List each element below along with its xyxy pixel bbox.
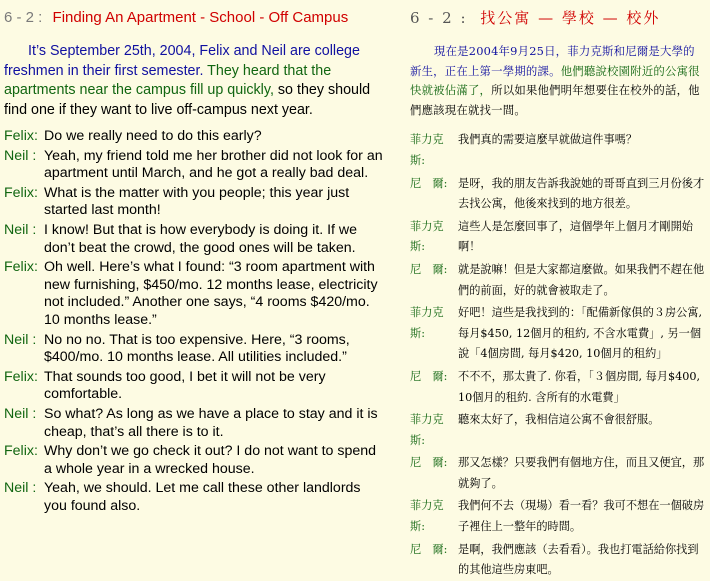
dialog-line xyxy=(410,453,706,494)
dialog-line xyxy=(410,496,706,537)
dialog-line xyxy=(410,260,706,301)
dialog-text: 是啊，我們應該（去看看）。我也打電話給你找到的其他這些房東吧。 xyxy=(458,542,699,577)
speaker-label: Felix: xyxy=(4,368,38,385)
chinese-dialog xyxy=(410,130,706,580)
speaker-label: 菲力克斯: xyxy=(410,499,444,534)
english-title-text: Finding An Apartment - School - Off Campus xyxy=(52,9,349,26)
dialog-text: Why don’t we go check it out? I do not want to spend a whole year in a wrecked house. xyxy=(44,443,377,477)
dialog-line xyxy=(4,406,387,441)
chinese-intro xyxy=(410,42,706,120)
dialog-line xyxy=(410,130,706,171)
dialog-line xyxy=(4,443,387,478)
dialog-line xyxy=(4,222,387,257)
chinese-title-text: 找公寓 — 學校 — 校外 xyxy=(480,9,661,27)
speaker-label: Neil : xyxy=(4,147,37,164)
chinese-title-number: 6 - 2 : xyxy=(410,9,468,27)
speaker-label: 尼 爾: xyxy=(410,542,448,556)
dialog-text: Oh well. Here’s what I found: “3 room apartment with new furnishing, $450/mo. 12 months lease, electricity not included.” Another one says, “4 rooms $420/mo. 10 months lease.” xyxy=(44,259,378,328)
dialog-text: Do we really need to do this early? xyxy=(44,128,262,144)
dialog-line xyxy=(410,303,706,365)
dialog-line xyxy=(4,369,387,404)
chinese-intro-part-2: 他們聽說校園附近的公寓很快就被佔滿了， xyxy=(410,63,700,98)
dialog-text: 是呀，我的朋友告訴我說她的哥哥直到三月份後才去找公寓，他後來找到的地方很差。 xyxy=(458,176,705,211)
dialog-line xyxy=(4,128,387,146)
dialog-text: 這些人是怎麼回事了，這個學年上個月才剛開始啊！ xyxy=(458,219,693,254)
dialog-text: 聽來太好了，我相信這公寓不會很舒服。 xyxy=(458,413,660,427)
english-intro xyxy=(4,42,387,120)
dialog-text: 我們何不去（現場）看一看？我可不想在一個破房子裡住上一整年的時間。 xyxy=(458,499,705,534)
dialog-line xyxy=(4,480,387,515)
dialog-text: 好吧！這些是我找到的：「配備新傢俱的３房公寓, 每月$450, 12個月的租約, 不含水電費」, 另一個說「4個房間, 每月$420, 10個月的租約」 xyxy=(458,306,703,361)
chinese-intro-part-1: 現在是2004年9月25日，菲力克斯和尼爾是大學的新生，正在上第一學期的課。 xyxy=(410,44,695,78)
speaker-label: 尼 爾: xyxy=(410,262,448,276)
dialog-text: That sounds too good, I bet it will not be very comfortable. xyxy=(44,368,326,403)
speaker-label: Neil : xyxy=(4,221,37,238)
dialog-line xyxy=(410,410,706,451)
dialog-text: No no no. That is too expensive. Here, “3 rooms, $400/mo. 10 months lease. All utilities included.” xyxy=(44,331,350,366)
speaker-label: Neil : xyxy=(4,480,37,497)
chinese-title xyxy=(410,8,706,28)
dialog-text: I know! But that is how everybody is doing it. If we don’t beat the crowd, the good ones will be taken. xyxy=(44,221,358,256)
chinese-column xyxy=(400,0,710,577)
speaker-label: 尼 爾: xyxy=(410,369,448,383)
english-intro-part-2: They heard that the apartments near the campus fill up quickly, xyxy=(4,62,332,98)
dialog-text: Yeah, my friend told me her brother did not look for an apartment until March, and he got a really bad deal. xyxy=(44,147,383,182)
english-title xyxy=(4,8,387,28)
english-intro-part-3: so they should find one if they want to live off-campus next year. xyxy=(4,82,371,118)
speaker-label: 尼 爾: xyxy=(410,456,448,470)
english-title-number: 6 - 2 : xyxy=(4,9,43,26)
dialog-line xyxy=(410,367,706,408)
dialog-line xyxy=(4,148,387,183)
speaker-label: 菲力克斯: xyxy=(410,219,444,254)
speaker-label: Felix: xyxy=(4,184,38,201)
english-intro-part-1: It’s September 25th, 2004, Felix and Neil are college freshmen in their first semester. xyxy=(4,43,360,79)
speaker-label: Felix: xyxy=(4,443,38,460)
dialog-line xyxy=(410,174,706,215)
speaker-label: 菲力克斯: xyxy=(410,133,444,167)
speaker-label: Felix: xyxy=(4,259,38,276)
dialog-text: 就是說嘛！但是大家都這麼做。如果我們不趕在他們的前面，好的就會被取走了。 xyxy=(458,262,705,297)
speaker-label: Neil : xyxy=(4,405,37,422)
dialog-line xyxy=(410,217,706,258)
dialog-line xyxy=(4,185,387,220)
speaker-label: 菲力克斯: xyxy=(410,306,444,340)
dialog-text: What is the matter with you people; this year just started last month! xyxy=(44,184,350,219)
dialog-text: Yeah, we should. Let me call these other landlords you found also. xyxy=(44,480,361,514)
dialog-line xyxy=(4,259,387,329)
speaker-label: 菲力克斯: xyxy=(410,413,444,447)
speaker-label: Neil : xyxy=(4,331,37,348)
dialog-text: 我們真的需要這麼早就做這件事嗎？ xyxy=(458,133,638,147)
speaker-label: Felix: xyxy=(4,128,38,144)
dialog-text: So what? As long as we have a place to stay and it is cheap, that’s all there is to it. xyxy=(44,405,378,440)
dialog-line xyxy=(4,332,387,367)
speaker-label: 尼 爾: xyxy=(410,176,448,190)
english-dialog xyxy=(4,128,387,515)
dialog-text: 那又怎樣？只要我們有個地方住，而且又便宜，那就夠了。 xyxy=(458,456,705,490)
english-column xyxy=(0,0,393,514)
dialog-line xyxy=(410,540,706,581)
dialog-text: 不不不，那太貴了. 你看，「３個房間, 每月$400, 10個月的租約. 含所有的水電費」 xyxy=(458,369,701,404)
chinese-intro-part-3: 所以如果他們明年想要住在校外的話，他們應該現在就找一間。 xyxy=(410,83,700,117)
